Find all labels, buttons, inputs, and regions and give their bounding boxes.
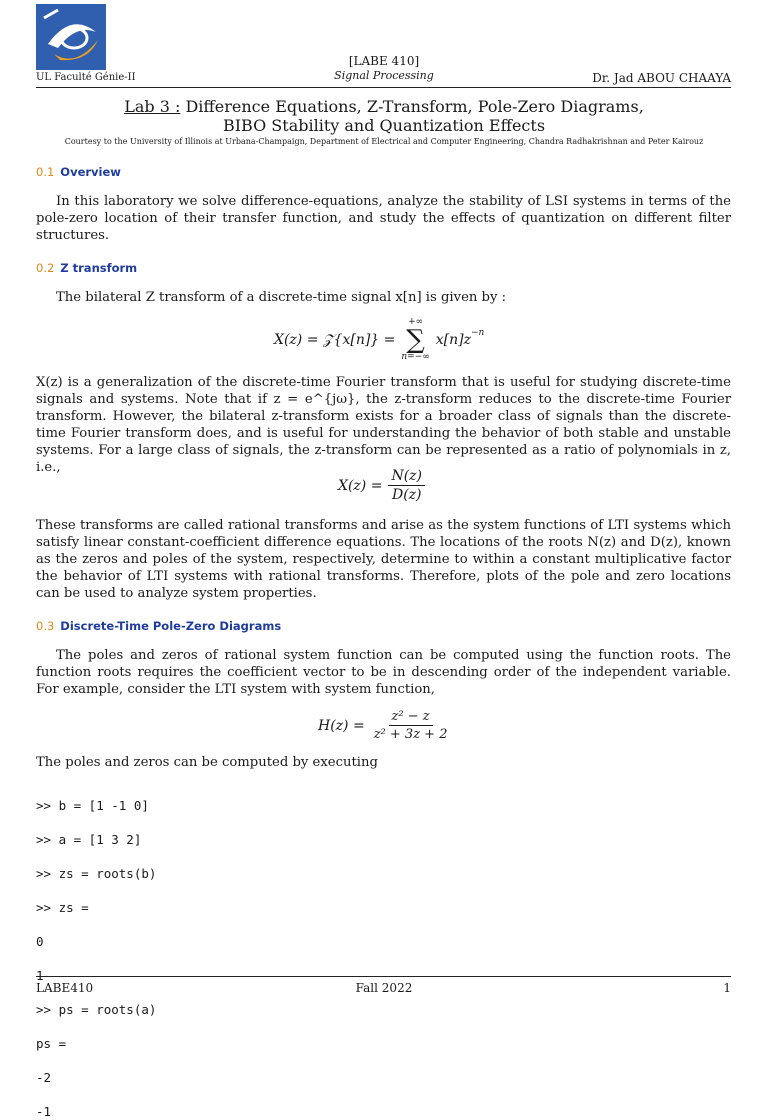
institution-name: UL Faculté Génie-II: [36, 72, 136, 83]
code-line: >> b = [1 -1 0]: [36, 798, 149, 813]
pz-paragraph-2: The poles and zeros can be computed by executing: [36, 755, 378, 770]
courtesy-note: Courtesy to the University of Illinois at Urbana-Champaign, Department of Electrical and Computer Engineering, Chandra Radhakrishnan and Peter Kairouz: [64, 137, 704, 146]
eq-zt-exp: −n: [471, 328, 485, 338]
footer-left: LABE410: [36, 981, 94, 995]
zt-paragraph-2: These transforms are called rational transforms and arise as the system functions of LTI systems which satisfy linear constant-coefficient difference equations. The locations of the roots N(z) and D(z), known as the zeros and poles of the system, respectively, determine to within a constant multiplicative factor the behavior of LTI systems with rational transforms. Therefore, plots of the pole and zero locations can be used to analyze system properties.: [36, 518, 731, 601]
footer-rule: [36, 976, 731, 977]
course-code: [LABE 410]: [348, 54, 420, 68]
title-line-1: Difference Equations, Z-Transform, Pole-Zero Diagrams,: [185, 97, 644, 116]
header-rule: [36, 87, 731, 88]
eq-h-lhs: H(z) =: [318, 717, 365, 734]
zt-paragraph-1: X(z) is a generalization of the discrete-time Fourier transform that is useful for studying discrete-time signals and systems. Note that if z = e^{jω}, the z-transform reduces to the discrete-time Fourier transform. However, the bilateral z-transform exists for a broader class of signals than the discrete-time Fourier transform does, and is useful for understanding the behavior of both stable and unstable systems. For a large class of signals, the z-transform can be represented as a ratio of polynomials in z, i.e.,: [36, 375, 731, 475]
code-line: 0: [36, 934, 44, 949]
eq-ratio-lhs: X(z) =: [338, 477, 383, 494]
eq-h-denominator: z² + 3z + 2: [373, 727, 448, 742]
system-function-equation: [318, 709, 450, 742]
zt-intro-paragraph: The bilateral Z transform of a discrete-time signal x[n] is given by :: [56, 290, 507, 305]
overview-paragraph: In this laboratory we solve difference-equations, analyze the stability of LSI systems in terms of the pole-zero location of their transfer function, and study the effects of quantization on different filter structures.: [36, 194, 731, 243]
eq-ratio-numerator: N(z): [388, 468, 425, 486]
matlab-code-block: [36, 780, 156, 1120]
eq-zt-rhs: x[n]z: [435, 332, 471, 348]
eq-zt-lhs: X(z) = 𝒵{x[n]} =: [274, 332, 396, 348]
page-number: 1: [723, 981, 731, 995]
author-name: Dr. Jad ABOU CHAAYA: [592, 71, 731, 85]
footer-center: Fall 2022: [355, 981, 413, 995]
course-name: Signal Processing: [334, 69, 434, 82]
rational-transform-equation: [338, 468, 425, 503]
lab-title: [0, 97, 768, 135]
code-line: >> a = [1 3 2]: [36, 832, 142, 847]
z-transform-equation: [274, 316, 484, 364]
section-heading-overview: 0.1 Overview: [36, 165, 121, 179]
summation: +∞ ∑ n=−∞: [401, 317, 430, 362]
eq-ratio-denominator: D(z): [391, 487, 422, 503]
code-line: ps =: [36, 1036, 67, 1051]
section-heading-z-transform: 0.2 Z transform: [36, 261, 138, 275]
code-line: -1: [36, 1104, 52, 1119]
section-heading-pole-zero: 0.3 Discrete-Time Pole-Zero Diagrams: [36, 619, 282, 633]
pz-paragraph-1: The poles and zeros of rational system function can be computed using the function roots. The function roots requires the coefficient vector to be in descending order of the independent variable. For example, consider the LTI system with system function,: [36, 648, 731, 697]
code-line: >> zs = roots(b): [36, 866, 157, 881]
lab-label: Lab 3 :: [124, 97, 181, 116]
code-line: >> zs =: [36, 900, 89, 915]
code-line: -2: [36, 1070, 52, 1085]
eq-h-numerator: z² − z: [389, 709, 433, 726]
title-line-2: BIBO Stability and Quantization Effects: [222, 116, 546, 135]
code-line: >> ps = roots(a): [36, 1002, 157, 1017]
